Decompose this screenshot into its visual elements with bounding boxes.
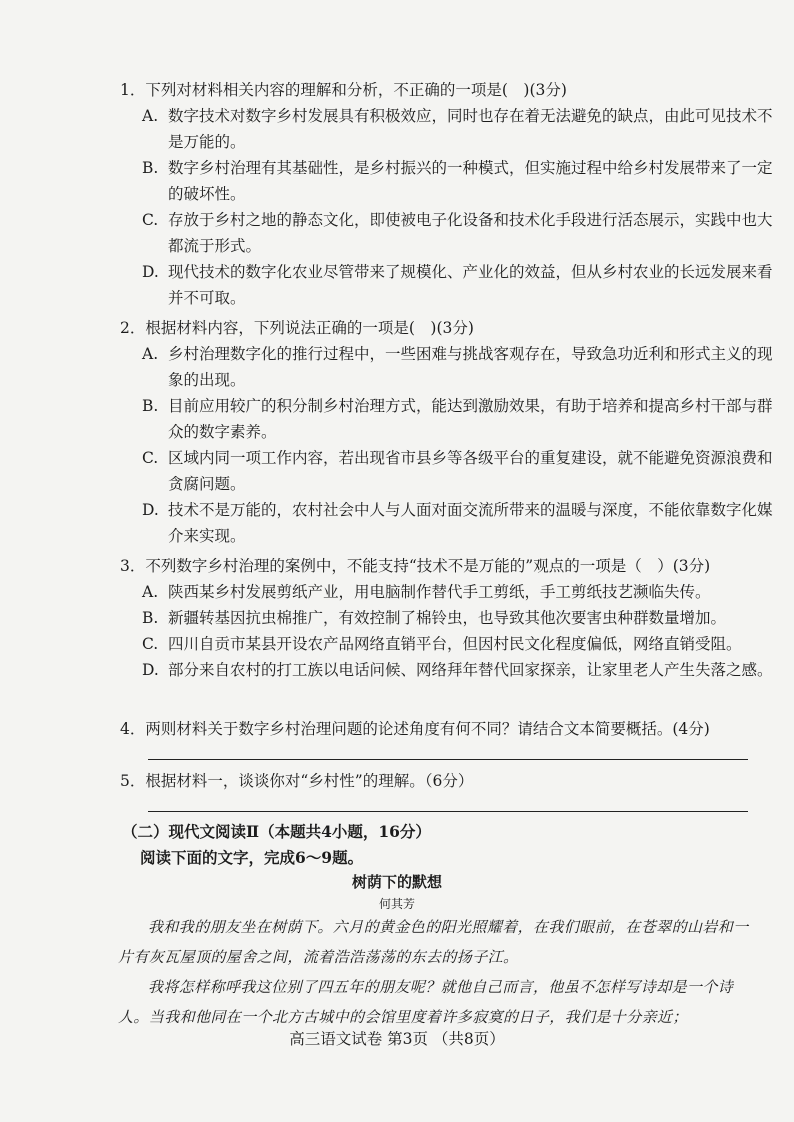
- article-title: 树荫下的默想: [351, 873, 442, 891]
- option-1c: C. 存放于乡村之地的静态文化，即使被电子化设备和技术化手段进行活态展示，实践中也大都流于形式。: [142, 211, 773, 255]
- option-3c: C. 四川自贡市某县开设农产品网络直销平台，但因村民文化程度偏低，网络直销受阻。: [142, 635, 742, 653]
- question-3-stem: 3．不列数字乡村治理的案例中，不能支持“技术不是万能的”观点的一项是（ ）(3分): [120, 557, 711, 575]
- option-2d: D. 技术不是万能的，农村社会中人与人面对面交流所带来的温暖与深度，不能依靠数字化媒介来实现。: [142, 501, 773, 545]
- article-paragraph-1: 我和我的朋友坐在树荫下。六月的黄金色的阳光照耀着，在我们眼前，在苍翠的山岩和一片有灰瓦屋顶的屋舍之间，流着浩浩荡荡的东去的扬子江。: [118, 918, 749, 966]
- answer-line-5: [148, 811, 748, 812]
- option-2a: A. 乡村治理数字化的推行过程中，一些困难与挑战客观存在，导致急功近利和形式主义的现象的出现。: [142, 345, 773, 389]
- question-4: [120, 716, 760, 742]
- article-paragraph-2: 我将怎样称呼我这位别了四五年的朋友呢？就他自己而言，他虽不怎样写诗却是一个诗人。当我和他同在一个北方古城中的会馆里度着许多寂寞的日子，我们是十分亲近；: [118, 978, 734, 1026]
- question-4-stem: 4．两则材料关于数字乡村治理问题的论述角度有何不同？请结合文本简要概括。(4分): [120, 720, 710, 738]
- question-3: [120, 553, 773, 683]
- question-5: [120, 768, 760, 794]
- question-1: [120, 77, 773, 311]
- option-2c: C. 区域内同一项工作内容，若出现省市县乡等各级平台的重复建设，就不能避免资源浪费和贪腐问题。: [142, 449, 773, 493]
- option-2b: B. 目前应用较广的积分制乡村治理方式，能达到激励效果，有助于培养和提高乡村干部与群众的数字素养。: [142, 397, 773, 441]
- question-2-stem: 2．根据材料内容，下列说法正确的一项是( )(3分): [120, 319, 474, 337]
- option-3d: D. 部分来自农村的打工族以电话问候、网络拜年替代回家探亲，让家里老人产生失落之感。: [142, 661, 773, 679]
- option-3b: B. 新疆转基因抗虫棉推广，有效控制了棉铃虫，也导致其他次要害虫种群数量增加。: [142, 609, 727, 627]
- option-1d: D. 现代技术的数字化农业尽管带来了规模化、产业化的效益，但从乡村农业的长远发展来看并不可取。: [142, 263, 773, 307]
- section-instruction: 阅读下面的文字，完成6～9题。: [140, 848, 364, 867]
- article-author: 何其芳: [378, 897, 415, 911]
- question-5-stem: 5．根据材料一，谈谈你对“乡村性”的理解。（6分）: [120, 772, 474, 790]
- question-1-stem: 1．下列对材料相关内容的理解和分析，不正确的一项是( )(3分): [120, 81, 567, 99]
- page-footer: 高三语文试卷 第3页 （共8页）: [289, 1030, 505, 1048]
- option-1b: B. 数字乡村治理有其基础性，是乡村振兴的一种模式，但实施过程中给乡村发展带来了一定的破坏性。: [142, 159, 773, 203]
- section-heading: （二）现代文阅读Ⅱ（本题共4小题，16分）: [122, 822, 431, 841]
- question-2: [120, 315, 773, 549]
- option-3a: A. 陕西某乡村发展剪纸产业，用电脑制作替代手工剪纸，手工剪纸技艺濒临失传。: [142, 583, 711, 601]
- option-1a: A. 数字技术对数字乡村发展具有积极效应，同时也存在着无法避免的缺点，由此可见技术不是万能的。: [142, 107, 773, 151]
- answer-line-4: [148, 759, 748, 760]
